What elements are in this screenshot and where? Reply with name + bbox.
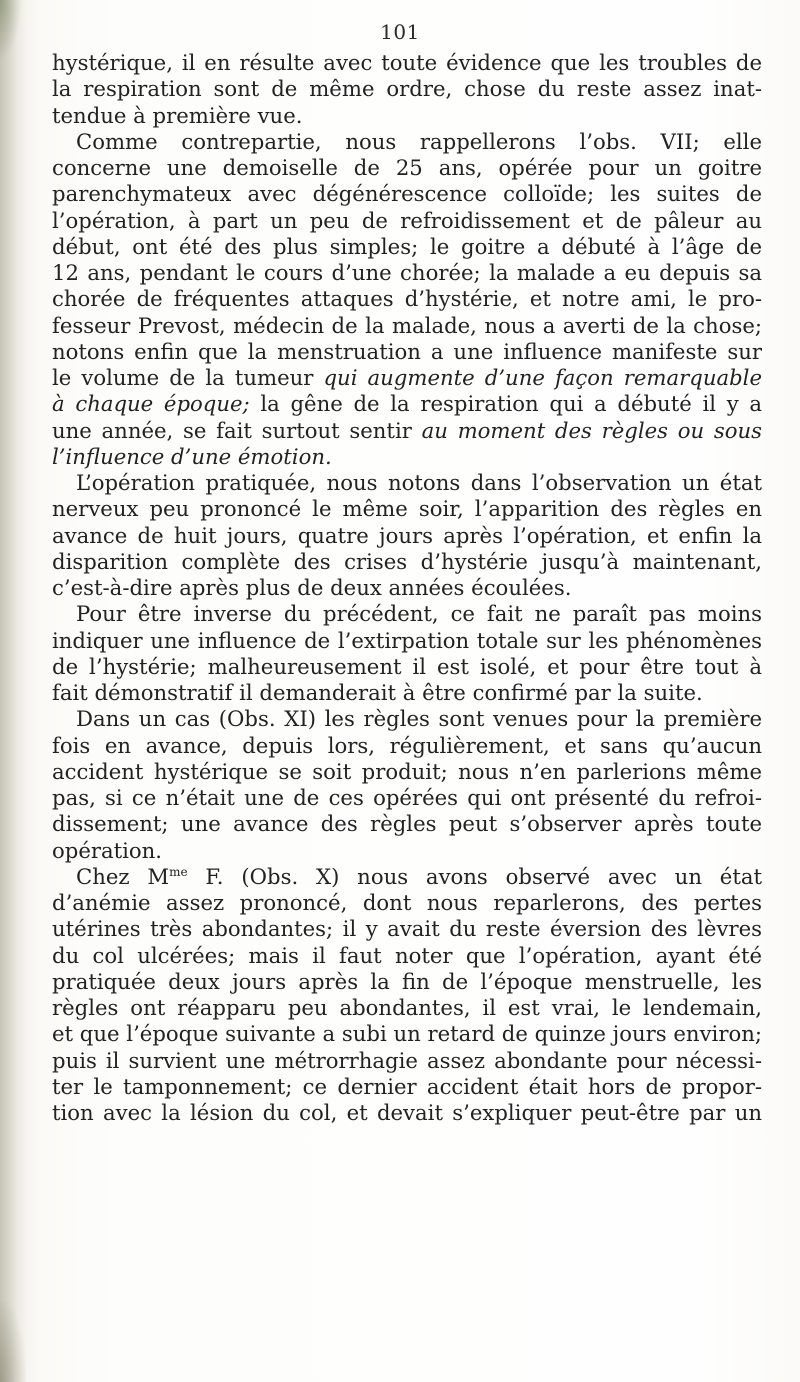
text-segment: parenchymateux avec dégénérescence colloïde; les suites de xyxy=(52,181,762,207)
text-segment: début, ont été des plus simples; le goitre a débuté à l’âge de xyxy=(52,233,762,259)
text-segment: ter le tamponnement; ce dernier accident était hors de propor- xyxy=(52,1073,762,1099)
text-segment: du col ulcérées; mais il faut noter que l’opération, ayant été xyxy=(52,942,762,968)
text-line xyxy=(52,838,762,864)
text-line xyxy=(52,575,762,601)
text-segment: de l’hystérie; malheureusement il est isolé, et pour être tout à xyxy=(52,653,762,679)
text-segment: la gêne de la respiration qui a débuté il y a xyxy=(249,391,762,417)
text-segment: l’opération, à part un peu de refroidissement et de pâleur au xyxy=(52,207,762,233)
text-line xyxy=(52,444,762,470)
text-segment: pratiquée deux jours après la fin de l’époque menstruelle, les xyxy=(52,968,762,994)
text-line xyxy=(52,1100,762,1126)
text-line xyxy=(52,1074,762,1100)
text-segment: pas, si ce n’était une de ces opérées qui ont présenté du refroi- xyxy=(52,785,762,810)
text-segment: puis il survient une métrorrhagie assez abondante pour nécessi- xyxy=(52,1047,762,1073)
text-segment: hystérique, il en résulte avec toute évidence que les troubles de xyxy=(52,50,762,75)
text-segment: 12 ans, pendant le cours d’une chorée; la malade a eu depuis sa xyxy=(52,260,762,285)
text-segment: Dans un cas (Obs. XI) les règles sont venues pour la première xyxy=(76,706,762,732)
text-segment: F. (Obs. X) nous avons observé avec un état xyxy=(187,863,762,889)
italic-text: à chaque époque; xyxy=(52,391,250,417)
text-segment: concerne une demoiselle de 25 ans, opérée pour un goitre xyxy=(52,155,762,180)
page-edge-shadow xyxy=(0,0,28,1382)
text-line xyxy=(52,706,762,732)
text-segment: fois en avance, depuis lors, régulièrement, et sans qu’aucun xyxy=(52,732,762,758)
text-line xyxy=(52,208,762,234)
text-segment: avance de huit jours, quatre jours après l’opération, et enfin la xyxy=(52,522,762,548)
text-line xyxy=(52,155,762,181)
text-segment: chorée de fréquentes attaques d’hystérie, et notre ami, le pro- xyxy=(52,286,762,312)
text-line xyxy=(52,654,762,680)
text-line xyxy=(52,628,762,654)
text-segment: notons enfin que la menstruation a une influence manifeste sur xyxy=(52,338,762,364)
text-line xyxy=(52,601,762,627)
text-segment: Chez M xyxy=(76,863,170,889)
italic-text: au moment des règles ou sous xyxy=(421,417,762,443)
text-segment: Comme contrepartie, nous rappellerons l’obs. VII; elle xyxy=(76,128,762,154)
text-line xyxy=(52,50,762,76)
text-segment: fesseur Prevost, médecin de la malade, nous a averti de la chose; xyxy=(52,312,762,338)
text-segment: d’anémie assez prononcé, dont nous reparlerons, des pertes xyxy=(52,890,762,915)
text-line xyxy=(52,811,762,837)
text-segment: disparition complète des crises d’hystérie jusqu’à maintenant, xyxy=(52,548,762,574)
text-line xyxy=(52,496,762,522)
text-segment: tion avec la lésion du col, et devait s’expliquer peut-être par un xyxy=(52,1100,762,1125)
italic-text: qui augmente d’une façon remarquable xyxy=(323,365,762,390)
text-line xyxy=(52,129,762,155)
superscript: me xyxy=(169,864,188,879)
text-segment: nerveux peu prononcé le même soir, l’apparition des règles en xyxy=(52,496,762,522)
text-line xyxy=(52,339,762,365)
text-line xyxy=(52,1048,762,1074)
text-line xyxy=(52,995,762,1021)
text-segment: Pour être inverse du précédent, ce fait ne paraît pas moins xyxy=(76,601,762,627)
text-segment: opération. xyxy=(52,837,163,863)
text-line xyxy=(52,1021,762,1047)
text-line xyxy=(52,286,762,312)
body-text xyxy=(52,50,762,1126)
text-line xyxy=(52,680,762,706)
text-line xyxy=(52,523,762,549)
text-segment: fait démonstratif il demanderait à être confirmé par la suite. xyxy=(52,680,703,705)
text-line xyxy=(52,313,762,339)
text-segment: utérines très abondantes; il y avait du reste éversion des lèvres xyxy=(52,916,762,942)
text-line xyxy=(52,549,762,575)
text-line xyxy=(52,785,762,811)
text-segment: accident hystérique se soit produit; nous n’en parlerions même xyxy=(52,758,762,784)
text-segment: la respiration sont de même ordre, chose du reste assez inat- xyxy=(52,76,762,102)
text-line xyxy=(52,864,762,890)
text-line xyxy=(52,365,762,391)
text-segment: dissement; une avance des règles peut s’observer après toute xyxy=(52,811,762,837)
text-line xyxy=(52,470,762,496)
text-line xyxy=(52,943,762,969)
text-line xyxy=(52,759,762,785)
text-line xyxy=(52,969,762,995)
page-number: 101 xyxy=(380,20,420,44)
text-line xyxy=(52,391,762,417)
text-segment: une année, se fait surtout sentir xyxy=(52,417,422,443)
text-line xyxy=(52,181,762,207)
text-line xyxy=(52,103,762,129)
text-segment: L’opération pratiquée, nous notons dans l’observation un état xyxy=(76,470,762,495)
text-line xyxy=(52,234,762,260)
text-segment: et que l’époque suivante a subi un retard de quinze jours environ; xyxy=(52,1021,762,1047)
text-line xyxy=(52,76,762,102)
text-segment: c’est-à-dire après plus de deux années écoulées. xyxy=(52,575,572,600)
text-line xyxy=(52,418,762,444)
text-line xyxy=(52,260,762,286)
text-segment: le volume de la tumeur xyxy=(52,365,324,390)
text-line xyxy=(52,890,762,916)
text-segment: indiquer une influence de l’extirpation totale sur les phénomènes xyxy=(52,627,762,653)
italic-text: l’influence d’une émotion. xyxy=(52,443,332,469)
text-segment: tendue à première vue. xyxy=(52,102,303,128)
text-line xyxy=(52,733,762,759)
text-line xyxy=(52,916,762,942)
page-stain-bottom xyxy=(0,1300,26,1382)
text-segment: règles ont réapparu peu abondantes, il est vrai, le lendemain, xyxy=(52,995,762,1020)
